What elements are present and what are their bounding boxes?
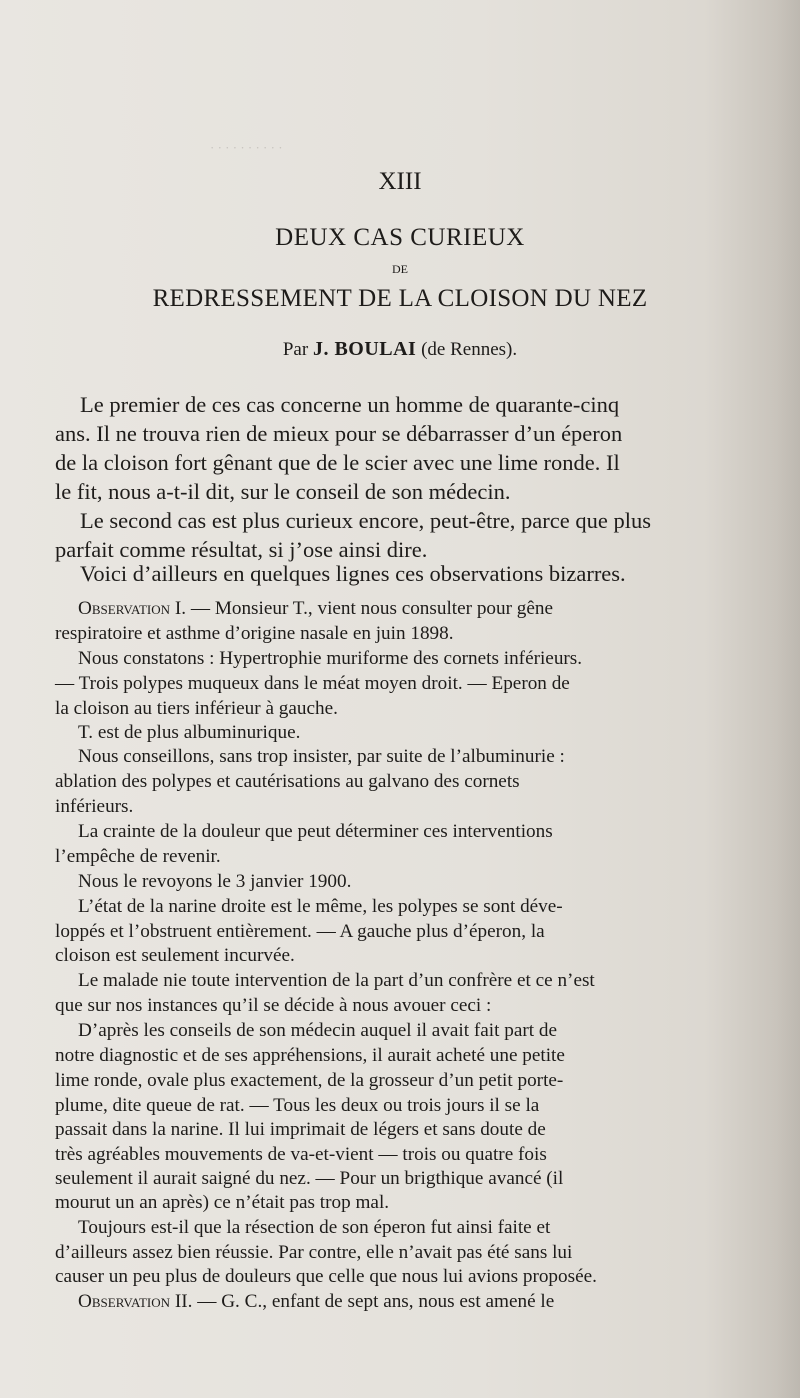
observation-1-line: notre diagnostic et de ses appréhensions, il aurait acheté une petite — [55, 1045, 565, 1066]
observation-1-line: cloison est seulement incurvée. — [55, 945, 295, 966]
observation-1-label: Observation I. — [78, 598, 187, 619]
observation-1-line: — Trois polypes muqueux dans le méat moyen droit. — Eperon de — [55, 673, 570, 694]
intro-line: le fit, nous a-t-il dit, sur le conseil de son médecin. — [55, 479, 511, 504]
intro-line: Le second cas est plus curieux encore, peut-être, parce que plus — [80, 508, 652, 533]
observation-1-line: respiratoire et asthme d’origine nasale en juin 1898. — [55, 623, 454, 644]
byline — [0, 338, 800, 361]
observation-1-line: Nous constatons : Hypertrophie muriforme des cornets inférieurs. — [78, 648, 583, 669]
observation-1-line: inférieurs. — [55, 796, 134, 817]
observation-1-line: seulement il aurait saigné du nez. — Pour un brigthique avancé (il — [55, 1168, 564, 1189]
observation-1-first-line-text: — Monsieur T., vient nous consulter pour gêne — [190, 598, 554, 619]
title-line-2: REDRESSEMENT DE LA CLOISON DU NEZ — [152, 285, 648, 312]
observation-1-line: que sur nos instances qu’il se décide à nous avouer ceci : — [55, 995, 492, 1016]
observation-1-line: Le malade nie toute intervention de la part d’un confrère et ce n’est — [78, 970, 595, 991]
observation-1-line: mourut un an après) ce n’était pas trop mal. — [55, 1192, 390, 1213]
observation-1-line: La crainte de la douleur que peut déterminer ces interventions — [78, 821, 553, 842]
byline-prefix: Par — [282, 339, 309, 360]
observation-2-first-line — [78, 1291, 554, 1313]
observation-1-line: Toujours est-il que la résection de son éperon fut ainsi faite et — [78, 1217, 551, 1238]
observation-1-line: ablation des polypes et cautérisations au galvano des cornets — [55, 771, 520, 792]
intro-line: de la cloison fort gênant que de le scier avec une lime ronde. Il — [55, 450, 620, 475]
observation-1-line: très agréables mouvements de va-et-vient — trois ou quatre fois — [55, 1144, 547, 1165]
author-affiliation: (de Rennes). — [421, 339, 518, 360]
bleed-through-text: · · · · · · · · · · — [210, 140, 283, 155]
observation-1-line: D’après les conseils de son médecin auquel il avait fait part de — [78, 1020, 557, 1041]
title-line-1: DEUX CAS CURIEUX — [275, 224, 525, 251]
observation-1-line: causer un peu plus de douleurs que celle que nous lui avions proposée. — [55, 1266, 597, 1287]
observation-1-line: L’état de la narine droite est le même, les polypes se sont déve- — [78, 896, 563, 917]
observation-2-first-line-text: — G. C., enfant de sept ans, nous est amené le — [197, 1291, 555, 1312]
title-de: DE — [392, 262, 408, 276]
observation-1-line: loppés et l’obstruent entièrement. — A gauche plus d’éperon, la — [55, 921, 545, 942]
intro-line: ans. Il ne trouva rien de mieux pour se débarrasser d’un éperon — [55, 421, 623, 446]
observation-1-line: lime ronde, ovale plus exactement, de la grosseur d’un petit porte- — [55, 1070, 564, 1091]
observation-1-line: d’ailleurs assez bien réussie. Par contre, elle n’avait pas été sans lui — [55, 1242, 573, 1263]
observation-1-line: Nous le revoyons le 3 janvier 1900. — [78, 871, 352, 892]
author-name: J. BOULAI — [312, 338, 417, 360]
observation-1-line: T. est de plus albuminurique. — [78, 722, 301, 743]
observation-1-line: passait dans la narine. Il lui imprimait de légers et sans doute de — [55, 1119, 546, 1140]
intro-line: Le premier de ces cas concerne un homme de quarante-cinq — [80, 392, 620, 417]
chapter-number: XIII — [378, 168, 422, 195]
observation-1-line: plume, dite queue de rat. — Tous les deux ou trois jours il se la — [55, 1095, 540, 1116]
observation-1-line: la cloison au tiers inférieur à gauche. — [55, 698, 338, 719]
observation-1-first-line — [78, 598, 553, 620]
observation-2-label: Observation II. — [78, 1291, 193, 1312]
observation-1-line: l’empêche de revenir. — [55, 846, 221, 867]
intro-line: parfait comme résultat, si j’ose ainsi dire. — [55, 537, 428, 562]
intro-line: Voici d’ailleurs en quelques lignes ces observations bizarres. — [80, 561, 626, 586]
observation-1-line: Nous conseillons, sans trop insister, par suite de l’albuminurie : — [78, 746, 565, 767]
